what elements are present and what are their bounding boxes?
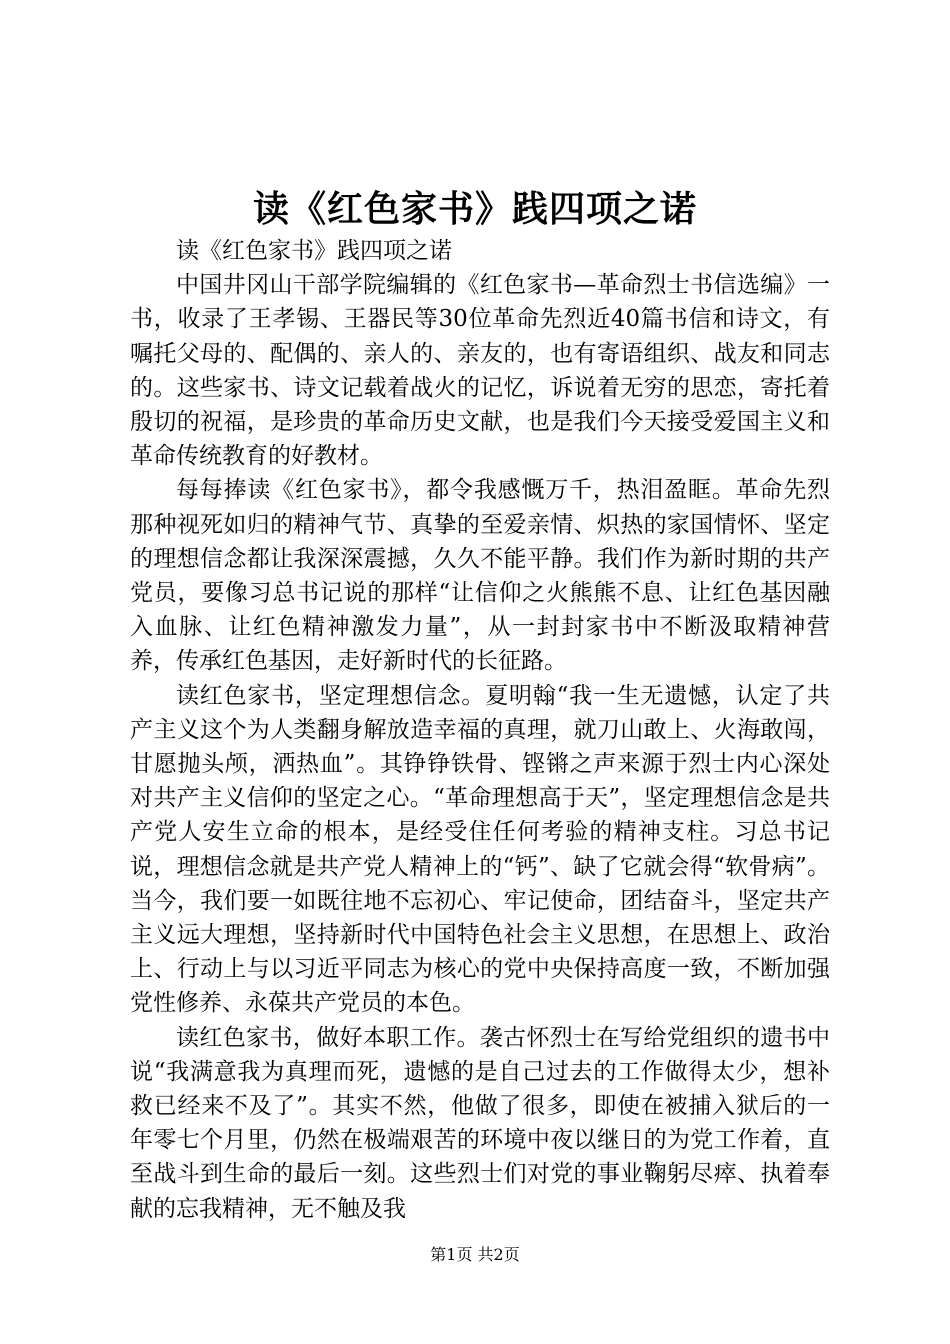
paragraph-1: 中国井冈山干部学院编辑的《红色家书—革命烈士书信选编》一书，收录了王孝锡、王器民等30位革命先烈近40篇书信和诗文，有嘱托父母的、配偶的、亲人的、亲友的，也有寄语组织、战友和同志的。这些家书、诗文记载着战火的记忆，诉说着无穷的思恋，寄托着殷切的祝福，是珍贵的革命历史文献，也是我们今天接受爱国主义和革命传统教育的好教材。: [130, 272, 830, 470]
document-title: 读《红色家书》践四项之诺: [252, 188, 697, 230]
paragraph-4: 读红色家书，做好本职工作。袭古怀烈士在写给党组织的遗书中说“我满意我为真理而死，遗憾的是自己过去的工作做得太少，想补救已经来不及了”。其实不然，他做了很多，即使在被捕入狱后的一年零七个月里，仍然在极端艰苦的环境中夜以继日的为党工作着，直至战斗到生命的最后一刻。这些烈士们对党的事业鞠躬尽瘁、执着奉献的忘我精神，无不触及我: [130, 1024, 830, 1222]
page-number-footer: 第1页 共2页: [430, 1245, 520, 1264]
paragraph-2: 每每捧读《红色家书》，都令我感慨万千，热泪盈眶。革命先烈那种视死如归的精神气节、真挚的至爱亲情、炽热的家国情怀、坚定的理想信念都让我深深震撼，久久不能平静。我们作为新时期的共产党员，要像习总书记说的那样“让信仰之火熊熊不息、让红色基因融入血脉、让红色精神激发力量”，从一封封家书中不断汲取精神营养，传承红色基因，走好新时代的长征路。: [130, 477, 830, 675]
document-body: [130, 234, 830, 1226]
paragraph-3: 读红色家书，坚定理想信念。夏明翰“我一生无遗憾，认定了共产主义这个为人类翻身解放造幸福的真理，就刀山敢上、火海敢闯，甘愿抛头颅，洒热血”。其铮铮铁骨、铿锵之声来源于烈士内心深处对共产主义信仰的坚定之心。“革命理想高于天”，坚定理想信念是共产党人安生立命的根本，是经受住任何考验的精神支柱。习总书记说，理想信念就是共产党人精神上的“钙”、缺了它就会得“软骨病”。当今，我们要一如既往地不忘初心、牢记使命，团结奋斗，坚定共产主义远大理想，坚持新时代中国特色社会主义思想，在思想上、政治上、行动上与以习近平同志为核心的党中央保持高度一致，不断加强党性修养、永葆共产党员的本色。: [130, 682, 830, 1017]
paragraph-subtitle: 读《红色家书》践四项之诺: [176, 238, 452, 264]
